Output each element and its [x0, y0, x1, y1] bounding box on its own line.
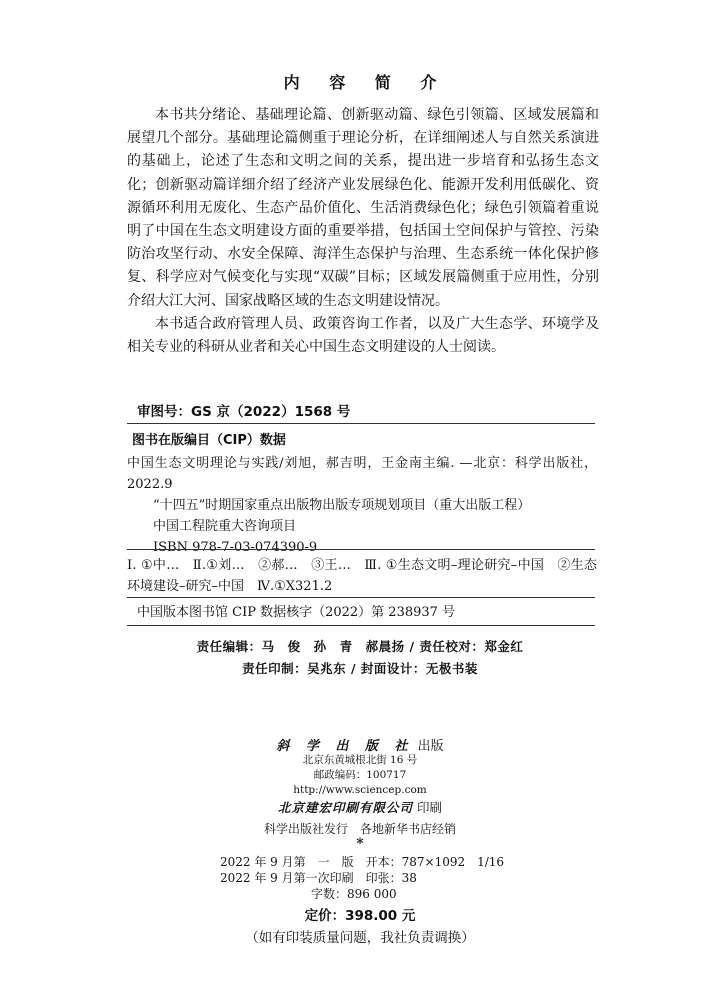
divider	[127, 549, 595, 550]
cip-classification: Ⅰ. ①中… Ⅱ.①刘… ②郝… ③王… Ⅲ. ①生态文明–理论研究–中国 ②生态环境建设–研究–中国 Ⅳ.①X321.2	[127, 558, 597, 594]
publisher-line	[0, 735, 720, 754]
publisher-url: http://www.sciencep.com	[293, 784, 427, 796]
summary-paragraph: 本书共分绪论、基础理论篇、创新驱动篇、绿色引领篇、区域发展篇和展望几个部分。基础理论篇侧重于理论分析，在详细阐述人与自然关系演进的基础上，论述了生态和文明之间的关系，提出进一步培育和弘扬生态文化；创新驱动篇详细介绍了经济产业发展绿色化、能源开发利用低碳化、资源循环利用无废化、生态产品价值化、生活消费绿色化；绿色引领篇着重说明了中国在生态文明建设方面的重要举措，包括国土空间保护与管控、污染防治攻坚行动、水安全保障、海洋生态保护与治理、生态系统一体化保护修复、科学应对气候变化与实现“双碳”目标；区域发展篇侧重于应用性，分别介绍大江大河、国家战略区域的生态文明建设情况。	[127, 107, 599, 309]
edition-line: 2022 年 9 月第 一 版 开本：787×1092 1/16	[220, 855, 505, 869]
printer-suffix: 印刷	[416, 800, 442, 815]
publisher-suffix: 出版	[417, 739, 444, 754]
printing-line: 2022 年 9 月第一次印刷 印张：38	[220, 871, 417, 885]
publisher-postcode: 邮政编码：100717	[313, 769, 407, 781]
summary-paragraph: 本书适合政府管理人员、政策咨询工作者，以及广大生态学、环境学及相关专业的科研从业者和关心中国生态文明建设的人士阅读。	[127, 315, 599, 356]
summary-title: 内 容 简 介	[283, 73, 449, 92]
cip-bibliographic-record	[127, 453, 597, 558]
separator-star: *	[356, 836, 364, 852]
distribution-line: 科学出版社发行 各地新华书店经销	[263, 822, 456, 836]
credits-editors: 责任编辑：马 俊 孙 青 郝晨扬 / 责任校对：郑金红	[196, 639, 524, 654]
publisher-logo: 斜 学 出 版 社	[276, 739, 414, 754]
cip-heading: 图书在版编目（CIP）数据	[132, 433, 286, 448]
printer-logo: 北京建宏印刷有限公司	[277, 800, 413, 815]
map-approval-number: 审图号：GS 京（2022）1568 号	[137, 404, 351, 420]
summary-text	[127, 104, 599, 359]
credits-production: 责任印制：吴兆东 / 封面设计：无极书装	[242, 661, 478, 676]
cip-data-number: 中国版本图书馆 CIP 数据核字（2022）第 238937 号	[137, 605, 456, 620]
divider	[127, 625, 595, 626]
cip-bib-line: “十四五”时期国家重点出版物出版专项规划项目（重大出版工程）	[153, 498, 531, 513]
divider	[127, 597, 595, 598]
quality-note: （如有印装质量问题，我社负责调换）	[245, 930, 475, 946]
cip-isbn: ISBN 978-7-03-074390-9	[153, 540, 318, 555]
divider	[127, 423, 595, 424]
cip-bib-line: 中国工程院重大咨询项目	[153, 519, 297, 534]
wordcount-line: 字数：896 000	[311, 887, 397, 901]
cip-bib-line: 中国生态文明理论与实践/刘旭，郝吉明，王金南主编. —北京：科学出版社，2022.9	[127, 456, 597, 492]
publisher-address: 北京东黄城根北街 16 号	[302, 754, 418, 766]
price: 定价：398.00 元	[304, 908, 416, 924]
printer-line	[0, 798, 720, 816]
